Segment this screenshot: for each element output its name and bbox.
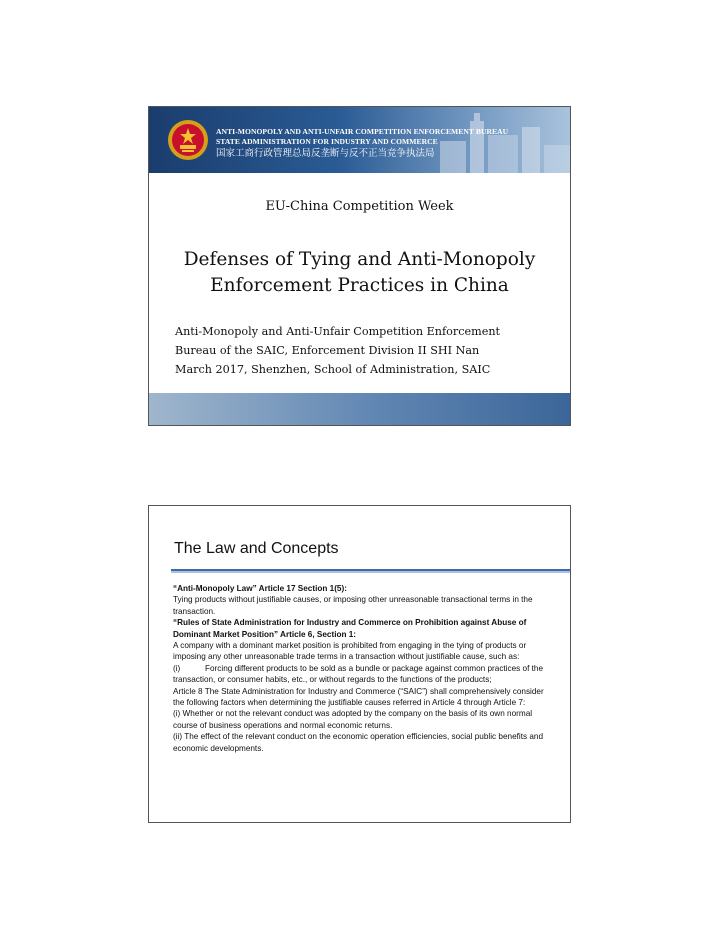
footer-band [149,393,570,425]
bureau-name-cn: 国家工商行政管理总局反垄断与反不正当竞争执法局 [216,148,435,159]
factor-i-text: (i) Whether or not the relevant conduct was adopted by the company on the basis of its own normal course of business operations and normal economic returns. [173,709,533,730]
national-emblem-icon [167,119,209,161]
article-8-text: Article 8 The State Administration for Industry and Commerce (“SAIC”) shall comprehensively consider the following factors when determining the justifiable causes referred in Article 4 through Article 7: [173,686,544,708]
meta-line-2: Bureau of the SAIC, Enforcement Division II SHI Nan [175,344,480,357]
meta-line-1: Anti-Monopoly and Anti-Unfair Competition Enforcement [175,325,501,338]
title-line-1: Defenses of Tying and Anti-Monopoly [183,249,536,270]
saic-rules-title: “Rules of State Administration for Industry and Commerce on Prohibition against Abuse of Dominant Market Position” Article 6, Section 1: [173,618,527,639]
header-banner [149,107,570,173]
slide-heading: The Law and Concepts [174,540,339,557]
administration-name-en: STATE ADMINISTRATION FOR INDUSTRY AND COMMERCE [216,137,438,146]
slide-body [173,583,545,754]
presentation-title [149,247,570,299]
presenter-info [175,322,500,379]
event-name: EU-China Competition Week [265,199,454,214]
title-slide [148,106,571,426]
law-concepts-slide [148,505,571,823]
list-item-number: (i) [173,663,181,673]
factor-ii-text: (ii) The effect of the relevant conduct on the economic operation efficiencies, social public benefits and economic developments. [173,732,544,753]
list-item-i [173,663,545,686]
list-item-text: Forcing different products to be sold as a bundle or package against common practices of the transaction, or consumer habits, etc., or without regards to the functions of the products; [173,663,544,685]
aml-article-title: “Anti-Monopoly Law” Article 17 Section 1(5): [173,584,347,593]
meta-line-3: March 2017, Shenzhen, School of Administration, SAIC [175,363,491,376]
heading-underline [171,569,571,573]
aml-article-text: Tying products without justifiable causes, or imposing other unreasonable transactional terms in the transaction. [173,595,533,616]
title-line-2: Enforcement Practices in China [210,275,509,296]
bureau-name-en: ANTI-MONOPOLY AND ANTI-UNFAIR COMPETITION ENFORCEMENT BUREAU [216,127,509,136]
saic-rules-text: A company with a dominant market position is prohibited from engaging in the tying of products or imposing any other unreasonable trade terms in a transaction without justifiable cause, such as: [173,641,527,662]
banner-text [216,127,508,160]
